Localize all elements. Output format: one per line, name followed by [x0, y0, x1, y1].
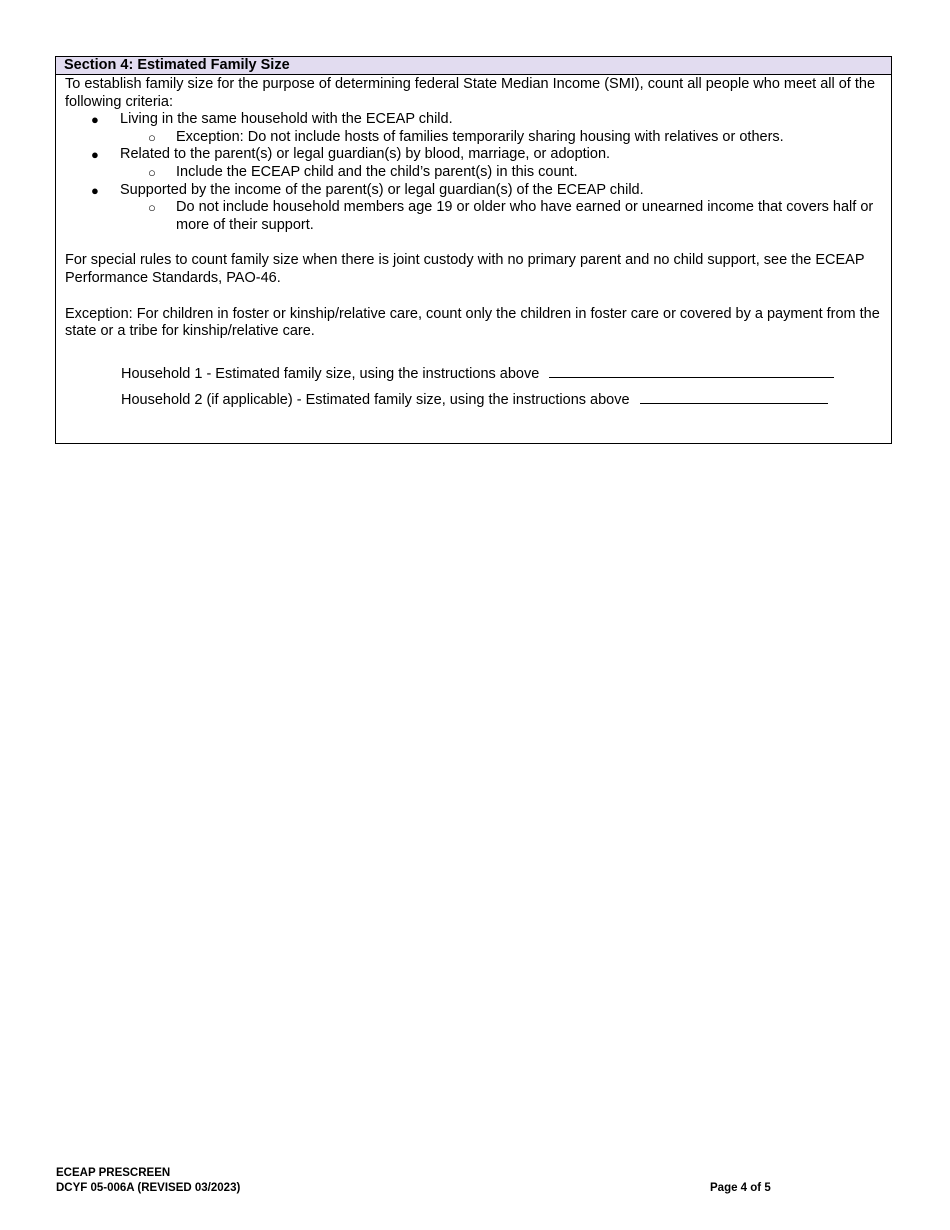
circle-bullet-icon: ○: [148, 200, 156, 216]
sub-list: [120, 199, 883, 234]
household-2-input[interactable]: [640, 389, 828, 404]
special-rules-text: For special rules to count family size when there is joint custody with no primary parent and no child support, see the ECEAP Performance Standards, PAO-46.: [65, 252, 865, 286]
criteria-item: [65, 182, 883, 235]
criteria-item: [65, 146, 883, 181]
exception-text: Exception: For children in foster or kinship/relative care, count only the children in foster care or covered by a payment from the state or a tribe for kinship/relative care.: [65, 305, 880, 340]
bullet-icon: ●: [91, 182, 99, 198]
sub-list: [120, 129, 883, 147]
household-2-row: [65, 387, 883, 413]
bullet-icon: ●: [91, 147, 99, 163]
household-1-label: Household 1 - Estimated family size, using the instructions above: [121, 365, 540, 382]
criteria-item: [65, 111, 883, 146]
section-4-box: [55, 56, 892, 444]
sub-text: Include the ECEAP child and the child’s parent(s) in this count.: [176, 163, 578, 180]
intro-text: To establish family size for the purpose of determining federal State Median Income (SMI), count all people who meet all of the following criteria:: [65, 76, 876, 110]
sub-text: Do not include household members age 19 or older who have earned or unearned income that covers half or more of their support.: [176, 199, 874, 233]
criteria-list: [65, 111, 883, 234]
sub-item: [120, 164, 883, 182]
household-1-row: [65, 361, 883, 387]
form-number: DCYF 05-006A (REVISED 03/2023): [56, 1182, 241, 1194]
criteria-text: Supported by the income of the parent(s) or legal guardian(s) of the ECEAP child.: [120, 181, 644, 198]
section-title: Section 4: Estimated Family Size: [56, 57, 891, 75]
household-2-label: Household 2 (if applicable) - Estimated family size, using the instructions above: [121, 391, 630, 408]
section-body: [56, 75, 891, 413]
footer-form-info: [56, 1166, 240, 1196]
circle-bullet-icon: ○: [148, 129, 156, 145]
sub-item: [120, 199, 883, 234]
sub-item: [120, 129, 883, 147]
bullet-icon: ●: [91, 112, 99, 128]
household-1-input[interactable]: [549, 363, 834, 378]
form-name: ECEAP PRESCREEN: [56, 1167, 171, 1179]
circle-bullet-icon: ○: [148, 164, 156, 180]
sub-list: [120, 164, 883, 182]
page-number: Page 4 of 5: [710, 1182, 771, 1194]
sub-text: Exception: Do not include hosts of families temporarily sharing housing with relatives or others.: [176, 128, 784, 145]
criteria-text: Living in the same household with the ECEAP child.: [120, 111, 453, 128]
criteria-text: Related to the parent(s) or legal guardian(s) by blood, marriage, or adoption.: [120, 146, 611, 163]
